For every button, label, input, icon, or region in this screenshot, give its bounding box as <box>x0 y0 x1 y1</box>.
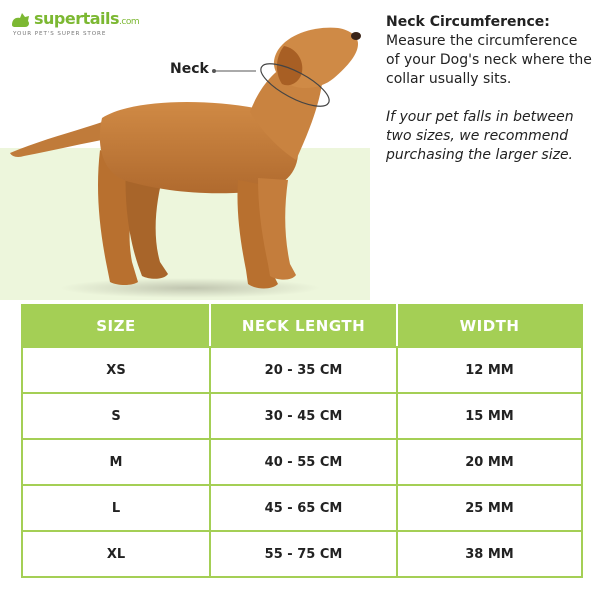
table-row <box>22 439 582 485</box>
cell-neck-length: 55 - 75 CM <box>210 531 397 577</box>
cell-neck-length: 20 - 35 CM <box>210 347 397 393</box>
dog-icon <box>0 0 370 300</box>
cell-neck-length: 40 - 55 CM <box>210 439 397 485</box>
table-row <box>22 531 582 577</box>
cell-width: 12 MM <box>397 347 582 393</box>
cell-size: L <box>22 485 210 531</box>
table-row <box>22 485 582 531</box>
info-body: Measure the circumference of your Dog's neck where the collar usually sits. <box>386 33 592 87</box>
dog-logo-icon <box>10 11 32 29</box>
header-size: SIZE <box>22 305 210 347</box>
cell-size: XL <box>22 531 210 577</box>
table-row <box>22 393 582 439</box>
cell-size: M <box>22 439 210 485</box>
header-neck-length: NECK LENGTH <box>210 305 397 347</box>
cell-size: S <box>22 393 210 439</box>
info-note: If your pet falls in between two sizes, we recommend purchasing the larger size. <box>386 109 574 163</box>
brand-logo <box>10 9 140 41</box>
neck-label: Neck <box>170 61 209 77</box>
brand-tagline: YOUR PET'S SUPER STORE <box>13 31 107 37</box>
cell-neck-length: 45 - 65 CM <box>210 485 397 531</box>
table-row <box>22 347 582 393</box>
header-width: WIDTH <box>397 305 582 347</box>
size-chart-table <box>21 304 583 578</box>
table-header-row <box>22 305 582 347</box>
brand-name: supertails.com <box>34 9 140 28</box>
dog-illustration-area <box>0 0 370 300</box>
cell-width: 25 MM <box>397 485 582 531</box>
cell-width: 38 MM <box>397 531 582 577</box>
cell-size: XS <box>22 347 210 393</box>
cell-width: 15 MM <box>397 393 582 439</box>
cell-neck-length: 30 - 45 CM <box>210 393 397 439</box>
measurement-info <box>386 13 594 165</box>
info-title: Neck Circumference: <box>386 14 550 30</box>
cell-width: 20 MM <box>397 439 582 485</box>
